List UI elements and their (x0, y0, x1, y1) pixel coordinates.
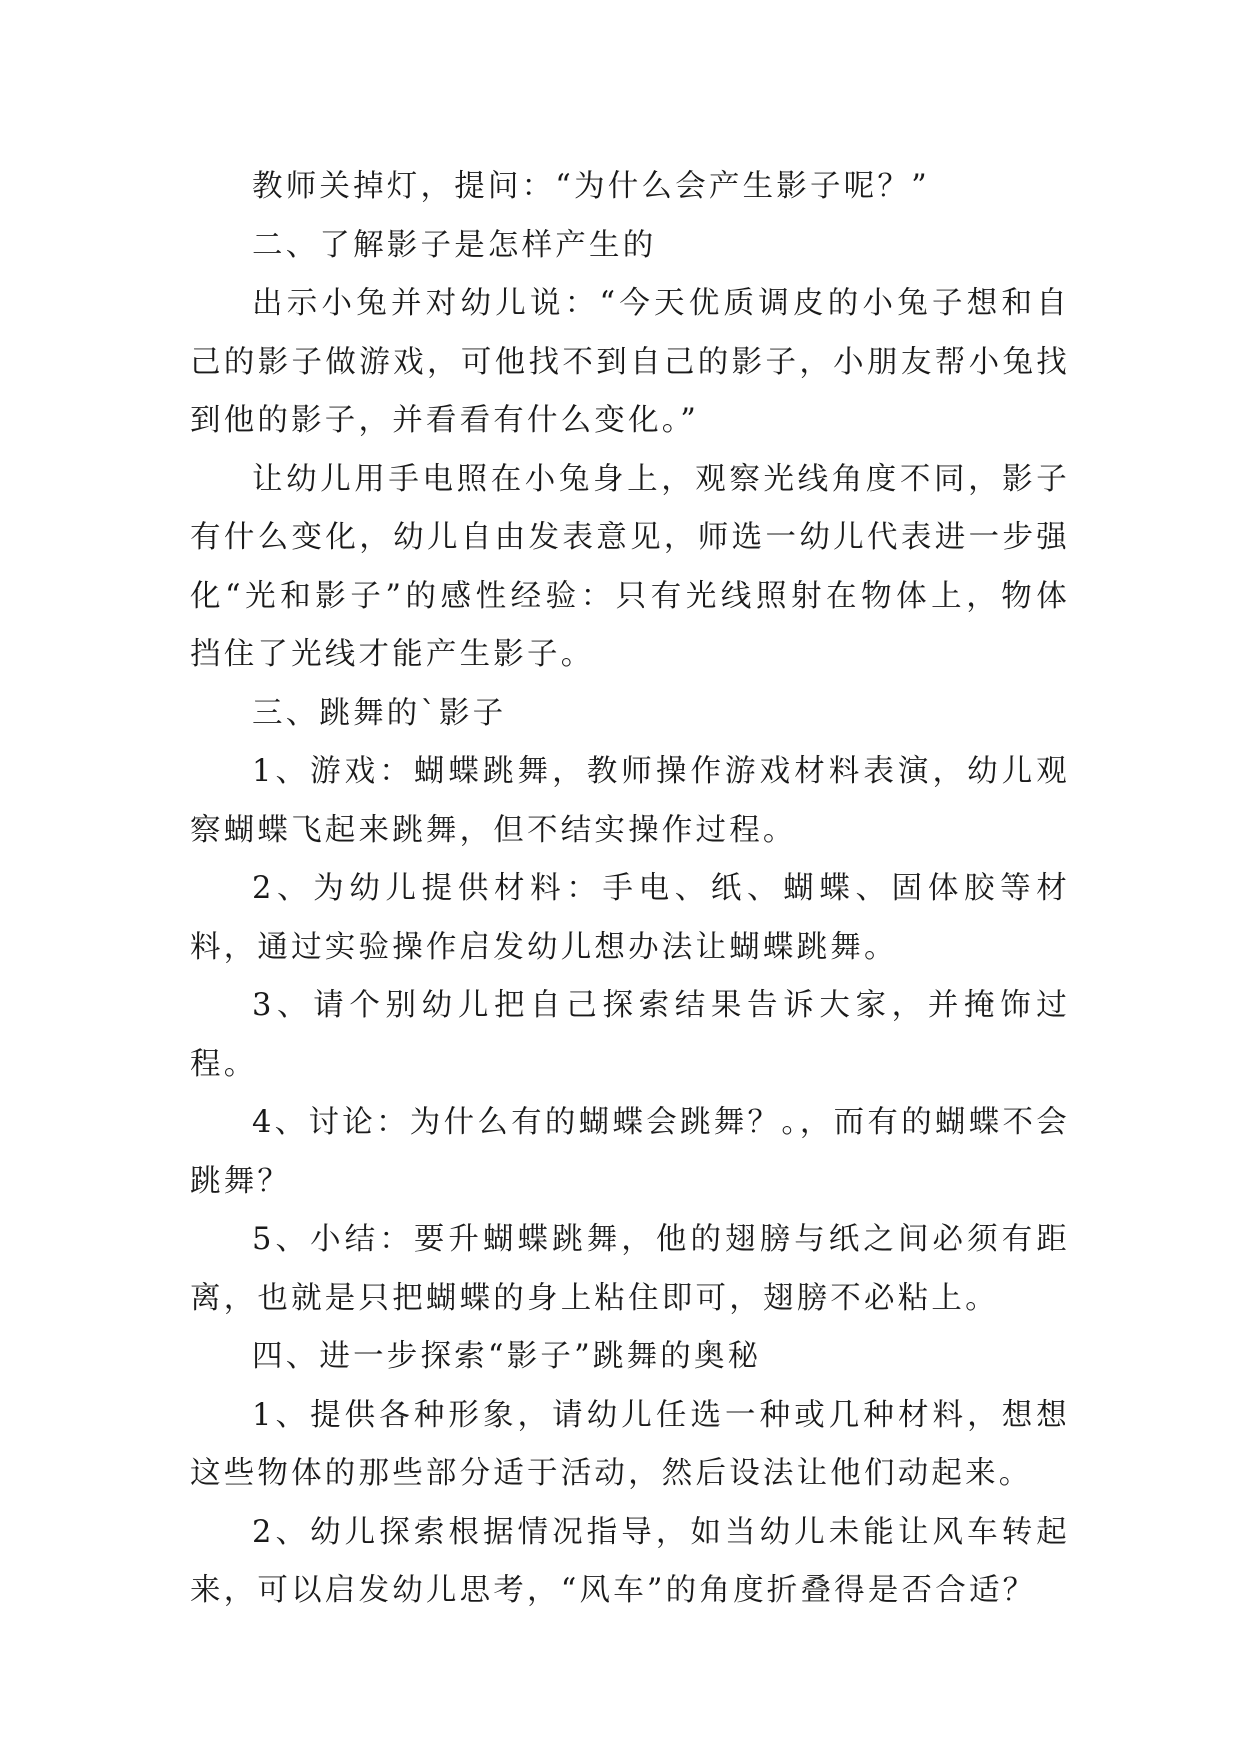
section-heading: 二、了解影子是怎样产生的 (252, 227, 657, 263)
list-item: 2、幼儿探索根据情况指导，如当幼儿未能让风车转起来，可以启发幼儿思考，“风车”的角度折叠得是否合适？ (190, 1514, 1070, 1608)
document-body (190, 158, 1070, 1621)
list-item: 1、提供各种形象，请幼儿任选一种或几种材料，想想这些物体的那些部分适于活动，然后设法让他们动起来。 (190, 1397, 1070, 1491)
section-heading: 三、跳舞的`影子 (252, 695, 507, 731)
list-item: 4、讨论：为什么有的蝴蝶会跳舞？。，而有的蝴蝶不会跳舞？ (190, 1105, 1070, 1199)
list-item: 3、请个别幼儿把自己探索结果告诉大家，并掩饰过程。 (190, 988, 1070, 1082)
list-item: 2、为幼儿提供材料：手电、纸、蝴蝶、固体胶等材料，通过实验操作启发幼儿想办法让蝴蝶跳舞。 (190, 871, 1070, 965)
paragraph: 出示小兔并对幼儿说：“今天优质调皮的小兔子想和自己的影子做游戏，可他找不到自己的影子，小朋友帮小兔找到他的影子，并看看有什么变化。” (190, 286, 1070, 438)
section-heading: 四、进一步探索“影子”跳舞的奥秘 (252, 1339, 762, 1374)
list-item: 1、游戏：蝴蝶跳舞，教师操作游戏材料表演，幼儿观察蝴蝶飞起来跳舞，但不结实操作过程。 (190, 754, 1070, 848)
paragraph: 让幼儿用手电照在小兔身上，观察光线角度不同，影子有什么变化，幼儿自由发表意见，师选一幼儿代表进一步强化“光和影子”的感性经验：只有光线照射在物体上，物体挡住了光线才能产生影子。 (190, 461, 1070, 672)
list-item: 5、小结：要升蝴蝶跳舞，他的翅膀与纸之间必须有距离，也就是只把蝴蝶的身上粘住即可，翅膀不必粘上。 (190, 1222, 1070, 1316)
paragraph: 教师关掉灯，提问：“为什么会产生影子呢？” (252, 169, 930, 204)
